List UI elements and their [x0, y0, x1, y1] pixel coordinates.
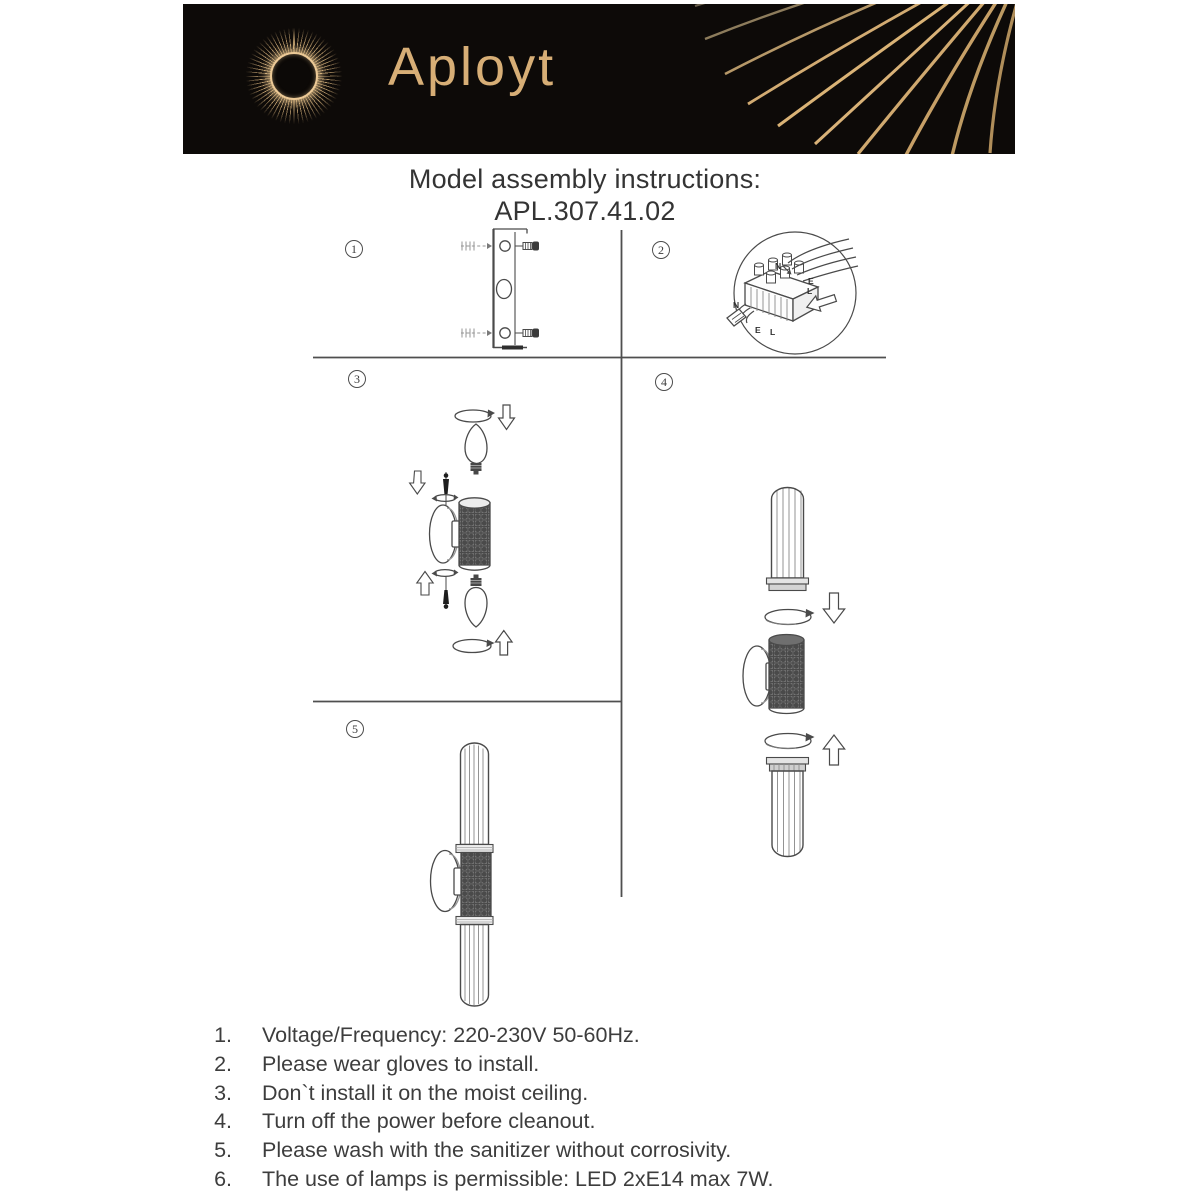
diagram-step3-body-assembly [410, 405, 515, 655]
assembly-diagram [180, 225, 1020, 1025]
step-badge-1: 1 [345, 240, 363, 258]
sunburst-logo-icon [235, 17, 353, 135]
diagram-step2-wiring [727, 232, 858, 354]
sunburst-core [270, 52, 318, 100]
wire-label-e-right: E [808, 276, 814, 286]
list-item-text: Turn off the power before cleanout. [262, 1109, 596, 1134]
step-badge-2: 2 [652, 241, 670, 259]
list-item-text: Please wear gloves to install. [262, 1051, 540, 1076]
step-badge-5: 5 [346, 720, 364, 738]
wire-label-l-right: L [807, 286, 813, 296]
wire-label-e-bottom: E [755, 325, 761, 335]
title-block [185, 163, 985, 227]
list-item-number: 5. [214, 1138, 232, 1163]
list-item [204, 1079, 964, 1108]
list-item-number: 4. [214, 1109, 232, 1134]
list-item-text: The use of lamps is permissible: LED 2xE14 max 7W. [262, 1166, 774, 1191]
decorative-rays-icon [645, 4, 1015, 154]
list-item-number: 6. [214, 1166, 232, 1191]
list-item [204, 1107, 964, 1136]
wire-label-n-top: N [775, 261, 782, 271]
list-item [204, 1050, 964, 1079]
step-badge-4: 4 [655, 373, 673, 391]
list-item-number: 3. [214, 1080, 232, 1105]
diagram-step1-bracket [461, 229, 539, 348]
list-item-text: Don`t install it on the moist ceiling. [262, 1080, 589, 1105]
brand-banner [183, 4, 1015, 154]
list-item-number: 1. [214, 1023, 232, 1047]
instruction-list [204, 1021, 964, 1194]
list-item [204, 1021, 964, 1050]
diagram-step5-assembled [431, 743, 494, 1006]
diagram-step4-shades [743, 488, 845, 857]
list-item [204, 1165, 964, 1194]
model-number: APL.307.41.02 [494, 196, 676, 226]
brand-name: Aployt [388, 37, 557, 97]
list-item [204, 1136, 964, 1165]
wire-label-l-bottom: L [770, 327, 776, 337]
step-badge-3: 3 [348, 370, 366, 388]
wire-label-n-left: N [733, 300, 740, 310]
list-item-text: Please wash with the sanitizer without corrosivity. [262, 1138, 732, 1163]
list-item-text: Voltage/Frequency: 220-230V 50-60Hz. [262, 1023, 640, 1047]
list-item-number: 2. [214, 1051, 232, 1076]
page-title: Model assembly instructions: [408, 164, 762, 194]
